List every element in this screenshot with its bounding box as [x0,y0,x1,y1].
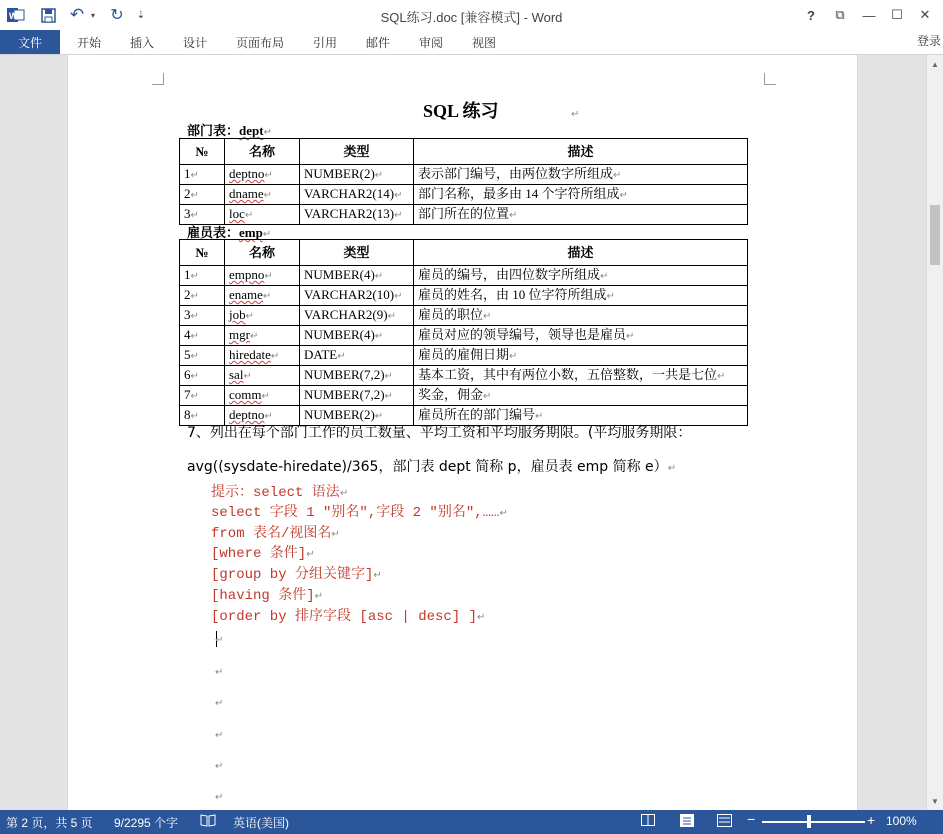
svg-text:W: W [9,11,18,21]
print-layout-icon [680,814,694,827]
code-line-5: [group by 分组关键字]↵ [211,567,382,583]
document-title: SQL 练习 ↵ [423,101,580,121]
word-count[interactable]: 9/2295 个字 [114,816,179,830]
tab-file[interactable]: 文件 [0,30,60,54]
header-desc: 描述 [414,139,748,165]
scrollbar-thumb[interactable] [930,205,940,265]
dept-table-label: 部门表：dept↵ [187,123,272,138]
tab-view[interactable]: 视图 [472,36,497,50]
field-name[interactable]: deptno↵ [225,406,300,426]
header-name: 名称 [225,240,300,266]
row-number[interactable]: 1↵ [180,266,225,286]
header-no: № [180,240,225,266]
field-type[interactable]: NUMBER(2)↵ [300,406,414,426]
field-description[interactable]: 奖金，佣金↵ [414,386,748,406]
field-type[interactable]: DATE↵ [300,346,414,366]
field-description[interactable]: 雇员的编号，由四位数字所组成↵ [414,266,748,286]
row-number[interactable]: 3↵ [180,205,225,225]
table-row [180,185,748,205]
field-name[interactable]: sal↵ [225,366,300,386]
table-row [180,326,748,346]
field-description[interactable]: 雇员的雇佣日期↵ [414,346,748,366]
book-check-icon [200,814,216,827]
table-row [180,346,748,366]
undo-icon: ↶ [69,5,85,24]
tab-insert[interactable]: 插入 [130,36,155,50]
table-row [180,286,748,306]
row-number[interactable]: 5↵ [180,346,225,366]
zoom-out-button[interactable]: − [747,811,756,827]
vertical-scrollbar[interactable] [926,55,943,810]
field-name[interactable]: hiredate↵ [225,346,300,366]
header-desc: 描述 [414,240,748,266]
language-indicator[interactable]: 英语(美国) [233,816,289,830]
table-header-row [180,240,748,266]
field-name[interactable]: comm↵ [225,386,300,406]
field-name[interactable]: ename↵ [225,286,300,306]
empty-paragraph-mark: ↵ [215,635,224,646]
read-mode-icon [641,814,655,826]
code-line-3: from 表名/视图名↵ [211,526,340,542]
code-line-7: [order by 排序字段 [asc | desc] ]↵ [211,609,486,625]
tab-design[interactable]: 设计 [183,36,208,50]
code-line-2: select 字段 1 "别名",字段 2 "别名",……↵ [211,505,508,521]
scroll-up-arrow-icon[interactable]: ▲ [931,59,939,69]
field-name[interactable]: loc↵ [225,205,300,225]
login-link[interactable]: 登录 [916,34,941,48]
field-type[interactable]: NUMBER(7,2)↵ [300,386,414,406]
document-area[interactable] [0,55,926,810]
print-layout-button[interactable] [680,814,694,830]
row-number[interactable]: 2↵ [180,185,225,205]
title-bar [0,0,943,30]
field-description[interactable]: 部门所在的位置↵ [414,205,748,225]
table-row [180,266,748,286]
minimize-button[interactable]: — [862,7,876,23]
field-description[interactable]: 雇员的职位↵ [414,306,748,326]
field-description[interactable]: 雇员所在的部门编号↵ [414,406,748,426]
row-number[interactable]: 4↵ [180,326,225,346]
row-number[interactable]: 2↵ [180,286,225,306]
empty-paragraph-mark: ↵ [215,698,224,709]
header-type: 类型 [300,240,414,266]
field-type[interactable]: NUMBER(2)↵ [300,165,414,185]
emp-table [179,239,748,426]
field-type[interactable]: VARCHAR2(13)↵ [300,205,414,225]
code-line-1: 提示：select 语法↵ [211,485,349,501]
question-7-line-1: 7、列出在每个部门工作的员工数量、平均工资和平均服务期限。(平均服务期限： [187,425,692,441]
close-button[interactable]: ✕ [919,7,931,22]
field-name[interactable]: job↵ [225,306,300,326]
row-number[interactable]: 7↵ [180,386,225,406]
status-bar [0,810,943,834]
dept-table [179,138,748,225]
scroll-down-arrow-icon[interactable]: ▼ [931,796,939,806]
row-number[interactable]: 3↵ [180,306,225,326]
tab-references[interactable]: 引用 [313,36,338,50]
customize-icon: ⇣ [136,9,146,21]
empty-paragraph-mark: ↵ [215,792,224,803]
row-number[interactable]: 1↵ [180,165,225,185]
document-page[interactable] [67,55,858,810]
margin-corner-mark [152,73,164,85]
zoom-level[interactable]: 100% [886,814,917,828]
tab-mailings[interactable]: 邮件 [366,36,391,50]
table-row [180,366,748,386]
row-number[interactable]: 6↵ [180,366,225,386]
field-description[interactable]: 雇员的姓名，由 10 位字符所组成↵ [414,286,748,306]
empty-paragraph-mark: ↵ [215,667,224,678]
header-no: № [180,139,225,165]
zoom-slider[interactable] [762,821,865,823]
field-description[interactable]: 部门名称，最多由 14 个字符所组成↵ [414,185,748,205]
redo-icon: ↻ [110,7,124,24]
read-mode-button[interactable] [641,814,655,829]
tab-review[interactable]: 审阅 [419,36,444,50]
field-type[interactable]: NUMBER(7,2)↵ [300,366,414,386]
table-row [180,386,748,406]
field-name[interactable]: empno↵ [225,266,300,286]
maximize-button[interactable]: ☐ [891,7,903,22]
field-description[interactable]: 雇员对应的领导编号，领导也是雇员↵ [414,326,748,346]
web-layout-icon [717,814,732,827]
field-type[interactable]: NUMBER(4)↵ [300,326,414,346]
page-count[interactable]: 第 2 页，共 5 页 [6,816,93,830]
code-line-4: [where 条件]↵ [211,546,315,562]
table-header-row [180,139,748,165]
field-description[interactable]: 表示部门编号，由两位数字所组成↵ [414,165,748,185]
field-type[interactable]: VARCHAR2(10)↵ [300,286,414,306]
field-description[interactable]: 基本工资，其中有两位小数，五倍整数，一共是七位↵ [414,366,748,386]
undo-dropdown[interactable]: ▾ [90,10,95,20]
emp-table-label: 雇员表：emp↵ [187,225,272,240]
field-type[interactable]: VARCHAR2(14)↵ [300,185,414,205]
header-name: 名称 [225,139,300,165]
ribbon-display-button[interactable]: ⧉ [835,7,845,22]
question-7-line-2: avg((sysdate-hiredate)/365，部门表 dept 简称 p，雇员表 emp 简称 e）↵ [187,459,677,475]
empty-paragraph-mark: ↵ [215,761,224,772]
proofing-icon[interactable] [200,814,216,830]
web-layout-button[interactable] [717,814,732,830]
field-name[interactable]: deptno↵ [225,165,300,185]
empty-paragraph-mark: ↵ [215,730,224,741]
code-line-6: [having 条件]↵ [211,588,324,604]
field-name[interactable]: dname↵ [225,185,300,205]
window-title: SQL练习.doc [兼容模式] - Word [380,10,563,25]
margin-corner-mark [764,73,776,85]
field-type[interactable]: NUMBER(4)↵ [300,266,414,286]
header-type: 类型 [300,139,414,165]
field-name[interactable]: mgr↵ [225,326,300,346]
help-button[interactable]: ? [807,7,815,23]
ribbon-tabs [0,30,943,54]
tab-page-layout[interactable]: 页面布局 [236,36,285,50]
tab-home[interactable]: 开始 [77,36,102,50]
zoom-slider-handle[interactable] [807,815,811,828]
table-row [180,306,748,326]
table-row [180,165,748,185]
row-number[interactable]: 8↵ [180,406,225,426]
zoom-in-button[interactable]: + [867,812,876,828]
field-type[interactable]: VARCHAR2(9)↵ [300,306,414,326]
